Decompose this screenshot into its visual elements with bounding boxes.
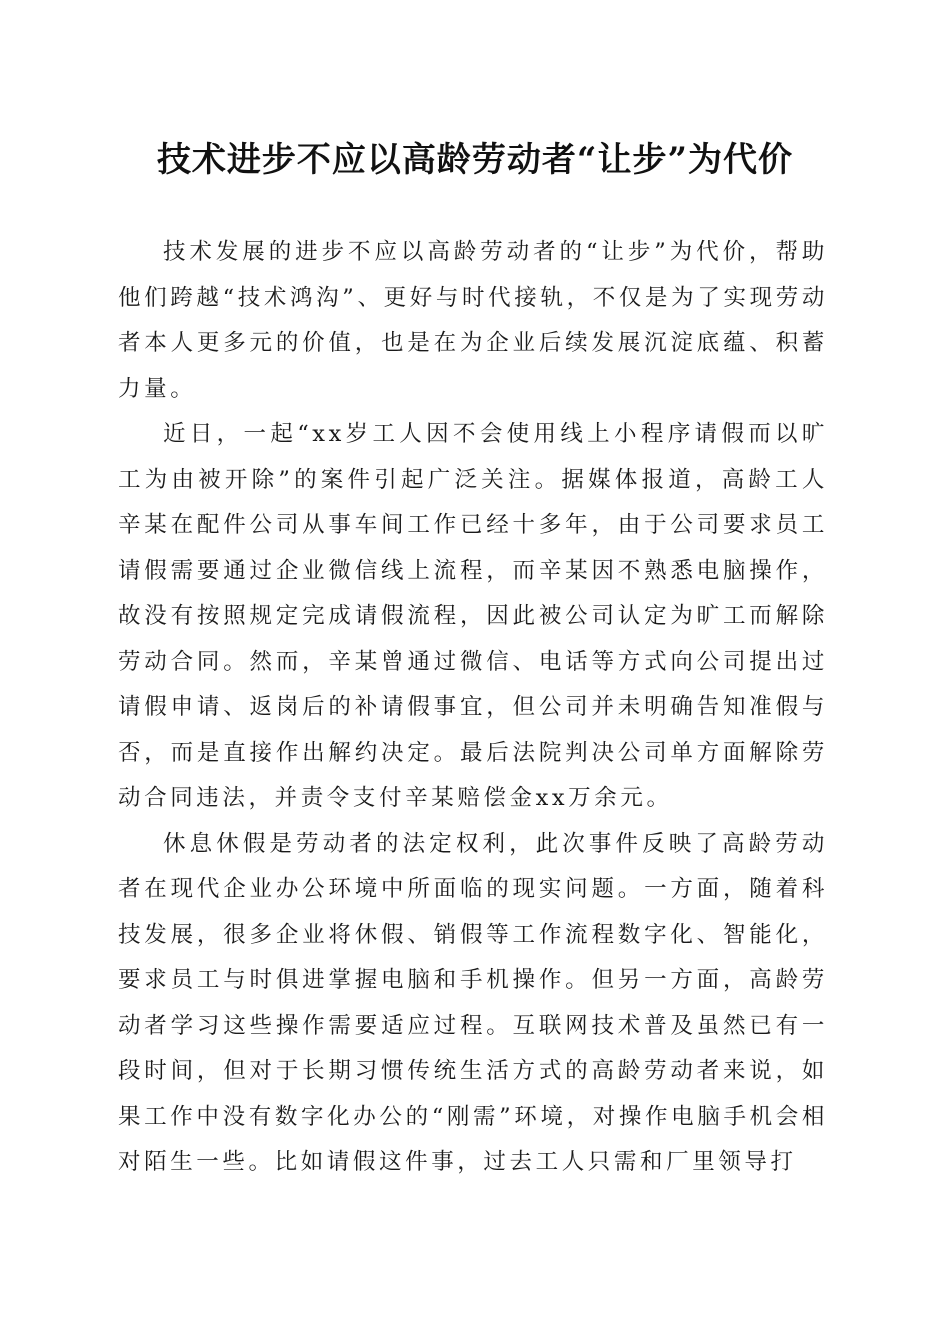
paragraph: 休息休假是劳动者的法定权利，此次事件反映了高龄劳动者在现代企业办公环境中所面临的现实问题。一方面，随着科技发展，很多企业将休假、销假等工作流程数字化、智能化，要求员工与时俱进掌握电脑和手机操作。但另一方面，高龄劳动者学习这些操作需要适应过程。互联网技术普及虽然已有一段时间，但对于长期习惯传统生活方式的高龄劳动者来说，如果工作中没有数字化办公的“刚需”环境，对操作电脑手机会相对陌生一些。比如请假这件事，过去工人只需和厂里领导打: [118, 830, 828, 1175]
paragraph: 技术发展的进步不应以高龄劳动者的“让步”为代价，帮助他们跨越“技术鸿沟”、更好与时代接轨，不仅是为了实现劳动者本人更多元的价值，也是在为企业后续发展沉淀底蕴、积蓄力量。: [118, 239, 828, 402]
document-title: 技术进步不应以高龄劳动者“让步”为代价: [156, 140, 794, 180]
document-body: [118, 230, 828, 1186]
paragraph: 近日，一起“xx岁工人因不会使用线上小程序请假而以旷工为由被开除”的案件引起广泛关注。据媒体报道，高龄工人辛某在配件公司从事车间工作已经十多年，由于公司要求员工请假需要通过企业微信线上流程，而辛某因不熟悉电脑操作，故没有按照规定完成请假流程，因此被公司认定为旷工而解除劳动合同。然而，辛某曾通过微信、电话等方式向公司提出过请假申请、返岗后的补请假事宜，但公司并未明确告知准假与否，而是直接作出解约决定。最后法院判决公司单方面解除劳动合同违法，并责令支付辛某赔偿金xx万余元。: [118, 421, 828, 811]
